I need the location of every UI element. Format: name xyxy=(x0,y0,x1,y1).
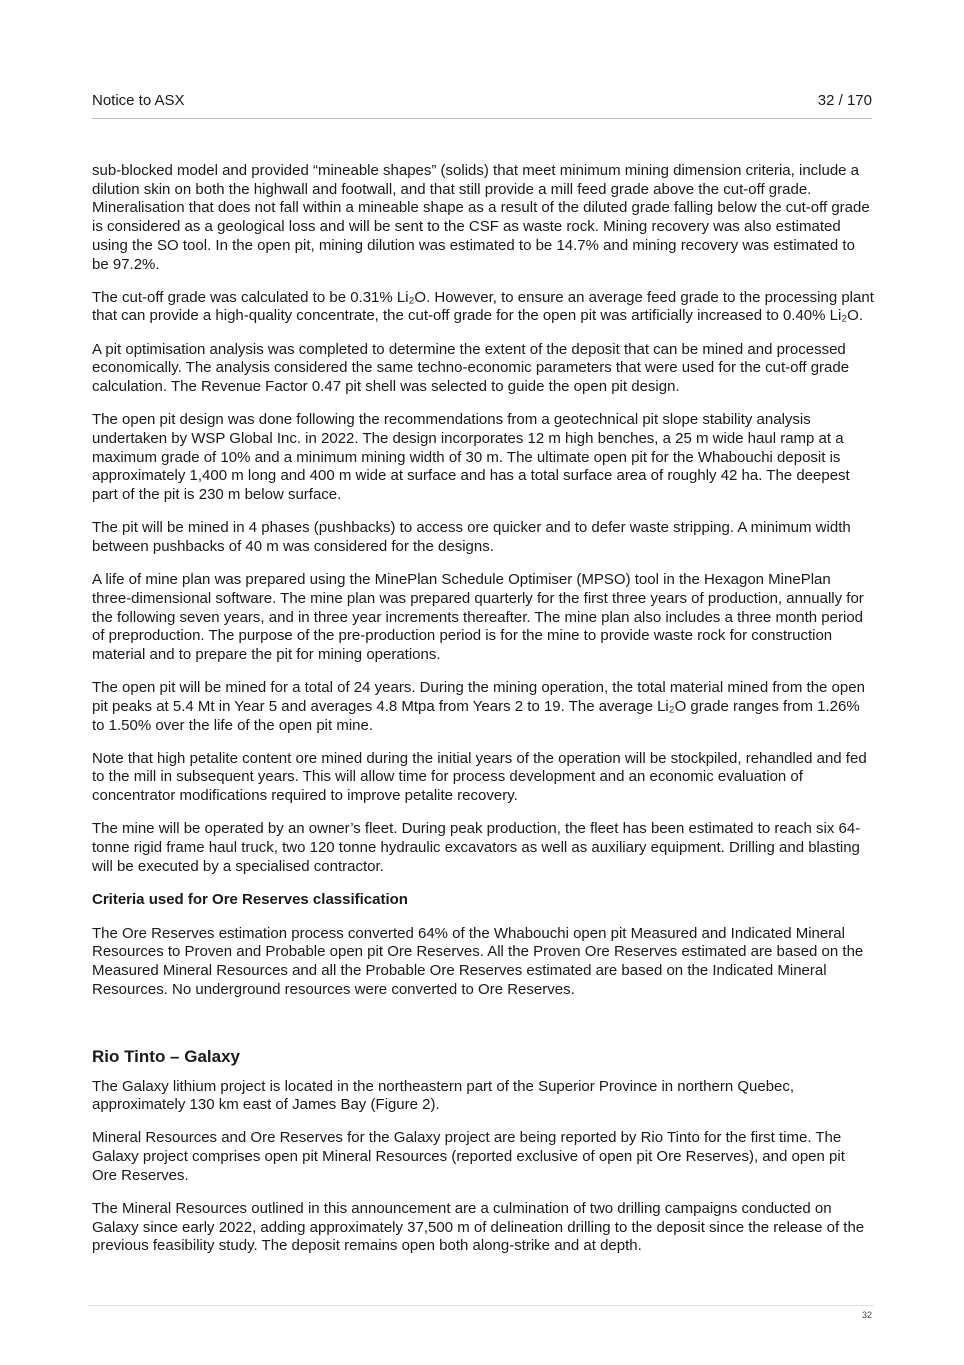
section-heading: Rio Tinto – Galaxy xyxy=(92,1046,241,1066)
document-title: Notice to ASX xyxy=(92,92,185,109)
paragraph: sub-blocked model and provided “mineable shapes” (solids) that meet minimum mining dimension criteria, include a dilution skin on both the highwall and footwall, and that still provide a mill feed grade above the cut-off grade. Mineralisation that does not fall within a mineable shape as a result of the diluted grade falling below the cut-off grade is considered as a geological loss and will be sent to the CSF as waste rock. Mining recovery was also estimated using the SO tool. In the open pit, mining dilution was estimated to be 14.7% and mining recovery was estimated to be 97.2%. xyxy=(92,162,870,273)
document-body xyxy=(92,162,874,1271)
paragraph: The mine will be operated by an owner’s fleet. During peak production, the fleet has been estimated to reach six 64-tonne rigid frame haul truck, two 120 tonne hydraulic excavators as well as auxiliary equipment. Drilling and blasting will be executed by a specialised contractor. xyxy=(92,820,861,875)
paragraph: The Mineral Resources outlined in this announcement are a culmination of two drilling campaigns conducted on Galaxy since early 2022, adding approximately 37,500 m of delineation drilling to the deposit since the release of the previous feasibility study. The deposit remains open both along-strike and at depth. xyxy=(92,1200,865,1255)
paragraph: The open pit design was done following the recommendations from a geotechnical pit slope stability analysis undertaken by WSP Global Inc. in 2022. The design incorporates 12 m high benches, a 25 m wide haul ramp at a maximum grade of 10% and a minimum mining width of 30 m. The ultimate open pit for the Whabouchi deposit is approximately 1,400 m long and 400 m wide at surface and has a total surface area of roughly 42 ha. The deepest part of the pit is 230 m below surface. xyxy=(92,411,850,504)
footer-divider xyxy=(88,1305,874,1306)
paragraph: Note that high petalite content ore mined during the initial years of the operation will be stockpiled, rehandled and fed to the mill in subsequent years. This will allow time for process development and an economic evaluation of concentrator modifications required to improve petalite recovery. xyxy=(92,749,867,805)
paragraph: The pit will be mined in 4 phases (pushbacks) to access ore quicker and to defer waste stripping. A minimum width between pushbacks of 40 m was considered for the designs. xyxy=(92,519,851,555)
page-counter: 32 / 170 xyxy=(817,92,872,109)
footer-page-number: 32 xyxy=(861,1310,872,1320)
paragraph: The open pit will be mined for a total of 24 years. During the mining operation, the total material mined from the open pit peaks at 5.4 Mt in Year 5 and averages 4.8 Mtpa from Years 2 to 19. The average Li₂O grade ranges from 1.26% to 1.50% over the life of the open pit mine. xyxy=(92,679,865,734)
subheading: Criteria used for Ore Reserves classification xyxy=(92,891,408,908)
paragraph: A pit optimisation analysis was completed to determine the extent of the deposit that can be mined and processed economically. The analysis considered the same techno-economic parameters that were used for the cut-off grade calculation. The Revenue Factor 0.47 pit shell was selected to guide the open pit design. xyxy=(92,340,850,396)
paragraph: Mineral Resources and Ore Reserves for the Galaxy project are being reported by Rio Tinto for the first time. The Galaxy project comprises open pit Mineral Resources (reported exclusive of open pit Ore Reserves), and open pit Ore Reserves. xyxy=(92,1129,845,1184)
paragraph: The Galaxy lithium project is located in the northeastern part of the Superior Province in northern Quebec, approximately 130 km east of James Bay (Figure 2). xyxy=(92,1077,795,1114)
paragraph: The Ore Reserves estimation process converted 64% of the Whabouchi open pit Measured and Indicated Mineral Resources to Proven and Probable open pit Ore Reserves. All the Proven Ore Reserves estimated are based on the Measured Mineral Resources and all the Probable Ore Reserves estimated are based on the Indicated Mineral Resources. No underground resources were converted to Ore Reserves. xyxy=(92,924,864,998)
page-header xyxy=(92,92,872,119)
paragraph: The cut-off grade was calculated to be 0.31% Li₂O. However, to ensure an average feed grade to the processing plant that can provide a high-quality concentrate, the cut-off grade for the open pit was artificially increased to 0.40% Li₂O. xyxy=(92,288,874,325)
paragraph: A life of mine plan was prepared using the MinePlan Schedule Optimiser (MPSO) tool in the Hexagon MinePlan three-dimensional software. The mine plan was prepared quarterly for the first three years of production, annually for the following seven years, and in three year increments thereafter. The mine plan also includes a three month period of preproduction. The purpose of the pre-production period is for the mine to provide waste rock for construction material and to prepare the pit for mining operations. xyxy=(92,571,864,663)
